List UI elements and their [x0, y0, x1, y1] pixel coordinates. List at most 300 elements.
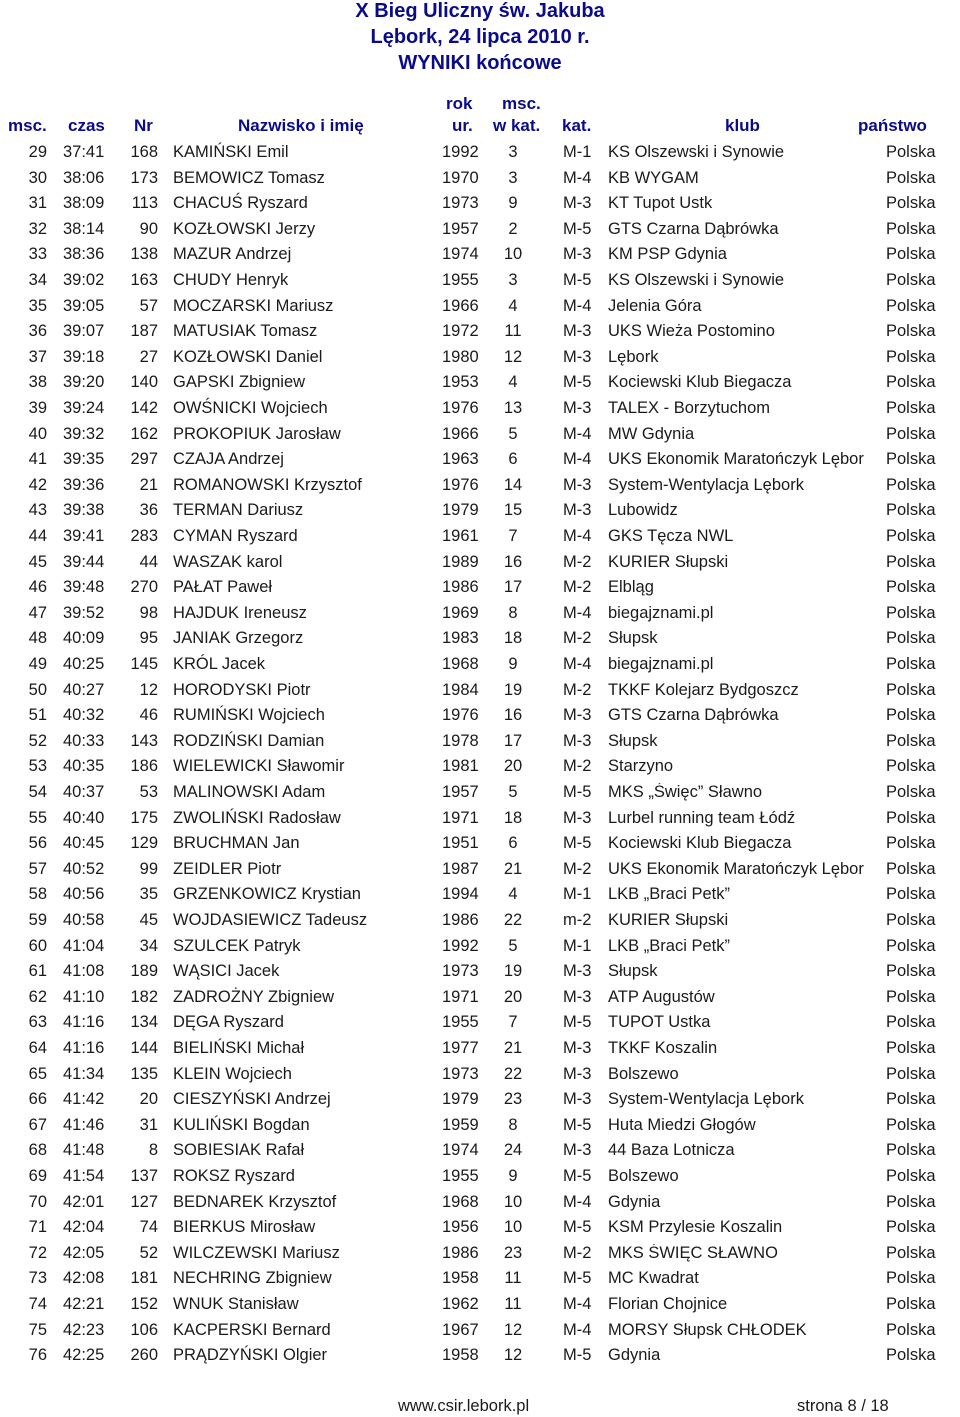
cell-category: M-2 [563, 578, 592, 597]
cell-bib-number: 145 [130, 655, 158, 673]
cell-name: ZWOLIŃSKI Radosław [173, 808, 341, 827]
table-row [0, 396, 960, 422]
table-row [0, 831, 960, 857]
cell-country: Polska [886, 1269, 936, 1288]
cell-msc: 59 [28, 911, 47, 929]
table-row [0, 959, 960, 985]
cell-club: UKS Ekonomik Maratończyk Lębor [608, 859, 864, 878]
cell-country: Polska [886, 911, 936, 929]
cell-country: Polska [886, 194, 936, 213]
cell-club: Słupsk [608, 962, 658, 981]
cell-time: 38:06 [63, 168, 105, 187]
cell-category-place: 17 [503, 731, 523, 750]
cell-club: GTS Czarna Dąbrówka [608, 219, 779, 238]
cell-category-place: 8 [508, 603, 518, 622]
cell-country: Polska [886, 1141, 936, 1160]
cell-country: Polska [886, 450, 936, 469]
cell-birth-year: 1986 [442, 911, 479, 929]
table-row [0, 601, 960, 627]
cell-msc: 45 [28, 552, 47, 571]
cell-category: M-3 [563, 1090, 592, 1109]
cell-birth-year: 1976 [442, 399, 479, 417]
cell-category: M-3 [563, 194, 592, 213]
cell-category: M-2 [563, 859, 592, 878]
cell-birth-year: 1955 [442, 271, 479, 289]
cell-category: M-1 [563, 885, 592, 904]
cell-time: 39:36 [63, 475, 105, 494]
header-panstwo: państwo [858, 116, 927, 135]
cell-msc: 29 [28, 143, 47, 161]
cell-bib-number: 189 [130, 962, 158, 981]
cell-name: NECHRING Zbigniew [173, 1269, 332, 1288]
cell-category: M-3 [563, 347, 592, 366]
table-row [0, 1318, 960, 1344]
cell-name: WĄSICI Jacek [173, 962, 280, 981]
cell-name: PROKOPIUK Jarosław [173, 424, 341, 443]
cell-category: M-3 [563, 1064, 592, 1083]
cell-time: 41:16 [63, 1039, 105, 1057]
cell-country: Polska [886, 219, 936, 238]
cell-club: TALEX - Borzytuchom [608, 399, 770, 417]
cell-category-place: 21 [503, 859, 523, 878]
cell-name: KACPERSKI Bernard [173, 1320, 331, 1339]
table-row [0, 678, 960, 704]
cell-time: 39:41 [63, 527, 105, 545]
table-row [0, 166, 960, 192]
cell-country: Polska [886, 629, 936, 648]
cell-bib-number: 36 [139, 501, 158, 520]
cell-birth-year: 1957 [442, 783, 479, 801]
cell-bib-number: 142 [130, 399, 158, 417]
table-row [0, 806, 960, 832]
header-mscw-bottom: w kat. [493, 116, 541, 135]
table-row [0, 1010, 960, 1036]
cell-category-place: 4 [508, 296, 518, 315]
cell-bib-number: 152 [130, 1295, 158, 1313]
table-row [0, 217, 960, 243]
cell-time: 39:32 [63, 424, 105, 443]
table-row [0, 729, 960, 755]
cell-category-place: 8 [508, 1115, 518, 1134]
cell-bib-number: 260 [130, 1346, 158, 1365]
cell-name: CHACUŚ Ryszard [173, 194, 308, 213]
cell-time: 39:44 [63, 552, 105, 571]
cell-time: 37:41 [63, 143, 105, 161]
cell-category: M-4 [563, 296, 592, 315]
cell-bib-number: 90 [139, 219, 158, 238]
cell-category-place: 5 [508, 936, 518, 955]
cell-time: 38:36 [63, 245, 105, 264]
cell-country: Polska [886, 834, 936, 853]
cell-time: 41:10 [63, 987, 105, 1006]
cell-bib-number: 53 [139, 783, 158, 801]
cell-birth-year: 1987 [442, 859, 479, 878]
cell-country: Polska [886, 1115, 936, 1134]
cell-birth-year: 1981 [442, 757, 479, 776]
cell-category-place: 6 [508, 834, 518, 853]
cell-name: KOZŁOWSKI Daniel [173, 347, 323, 366]
cell-name: BEDNAREK Krzysztof [173, 1192, 337, 1211]
cell-country: Polska [886, 859, 936, 878]
cell-bib-number: 57 [139, 296, 158, 315]
table-row [0, 934, 960, 960]
table-row [0, 985, 960, 1011]
cell-time: 39:52 [63, 603, 105, 622]
cell-category-place: 19 [503, 962, 523, 981]
cell-birth-year: 1992 [442, 143, 479, 161]
cell-bib-number: 144 [130, 1039, 158, 1057]
cell-category: M-5 [563, 834, 592, 853]
cell-category: M-5 [563, 219, 592, 238]
cell-category: M-5 [563, 1346, 592, 1365]
cell-category: M-3 [563, 731, 592, 750]
cell-club: KS Olszewski i Synowie [608, 143, 785, 161]
cell-category: M-3 [563, 245, 592, 264]
table-row [0, 626, 960, 652]
cell-category: M-3 [563, 808, 592, 827]
cell-category-place: 10 [503, 1218, 523, 1237]
cell-club: Lurbel running team Łódź [608, 808, 796, 827]
cell-msc: 57 [28, 859, 47, 878]
cell-time: 41:48 [63, 1141, 105, 1160]
table-row [0, 242, 960, 268]
cell-msc: 40 [28, 424, 47, 443]
cell-name: GAPSKI Zbigniew [173, 373, 306, 392]
cell-bib-number: 8 [148, 1141, 158, 1160]
cell-name: JANIAK Grzegorz [173, 629, 304, 648]
cell-club: Huta Miedzi Głogów [608, 1115, 756, 1134]
cell-category: M-2 [563, 629, 592, 648]
cell-bib-number: 162 [130, 424, 158, 443]
cell-birth-year: 1951 [442, 834, 479, 853]
cell-msc: 67 [28, 1115, 47, 1134]
cell-category-place: 16 [503, 552, 523, 571]
cell-birth-year: 1968 [442, 1192, 479, 1211]
cell-club: Lębork [608, 347, 659, 366]
header-name: Nazwisko i imię [238, 116, 364, 135]
cell-club: System-Wentylacja Lębork [608, 475, 804, 494]
table-row [0, 422, 960, 448]
cell-club: UKS Ekonomik Maratończyk Lębor [608, 450, 864, 469]
cell-name: KLEIN Wojciech [173, 1064, 292, 1083]
cell-category-place: 4 [508, 373, 518, 392]
cell-club: Kociewski Klub Biegacza [608, 373, 792, 392]
event-title: X Bieg Uliczny św. Jakuba [355, 0, 605, 22]
cell-name: CIESZYŃSKI Andrzej [173, 1090, 331, 1109]
footer-page-number: strona 8 / 18 [797, 1397, 889, 1415]
cell-time: 40:09 [63, 629, 105, 648]
cell-category: M-5 [563, 783, 592, 801]
cell-birth-year: 1986 [442, 578, 479, 597]
cell-birth-year: 1989 [442, 552, 479, 571]
cell-msc: 47 [28, 603, 47, 622]
cell-msc: 46 [28, 578, 47, 597]
cell-name: KULIŃSKI Bogdan [173, 1115, 310, 1134]
table-row [0, 473, 960, 499]
cell-category-place: 3 [508, 168, 518, 187]
cell-category-place: 9 [508, 1167, 518, 1185]
cell-bib-number: 163 [130, 271, 158, 289]
table-row [0, 1138, 960, 1164]
cell-bib-number: 74 [139, 1218, 158, 1237]
cell-msc: 53 [28, 757, 47, 776]
table-row [0, 1343, 960, 1369]
cell-msc: 69 [28, 1167, 47, 1185]
cell-bib-number: 35 [139, 885, 158, 904]
cell-name: RODZIŃSKI Damian [173, 731, 325, 750]
cell-birth-year: 1974 [442, 245, 479, 264]
cell-msc: 39 [28, 399, 47, 417]
cell-category: M-3 [563, 399, 592, 417]
cell-country: Polska [886, 424, 936, 443]
cell-category: M-3 [563, 1141, 592, 1160]
cell-club: Gdynia [608, 1192, 661, 1211]
cell-country: Polska [886, 322, 936, 341]
cell-category-place: 20 [503, 987, 523, 1006]
cell-birth-year: 1973 [442, 1064, 479, 1083]
cell-time: 42:25 [63, 1346, 105, 1365]
cell-bib-number: 31 [139, 1115, 158, 1134]
cell-category-place: 11 [504, 1295, 522, 1313]
cell-club: KSM Przylesie Koszalin [608, 1218, 783, 1237]
table-row [0, 319, 960, 345]
table-row [0, 1241, 960, 1267]
cell-time: 42:01 [63, 1192, 105, 1211]
cell-msc: 68 [28, 1141, 47, 1160]
cell-country: Polska [886, 1192, 936, 1211]
cell-name: ZEIDLER Piotr [173, 859, 282, 878]
cell-bib-number: 175 [130, 808, 158, 827]
cell-category: M-5 [563, 373, 592, 392]
cell-birth-year: 1979 [442, 501, 479, 520]
cell-birth-year: 1958 [442, 1346, 479, 1365]
cell-msc: 31 [28, 194, 47, 213]
cell-country: Polska [886, 296, 936, 315]
header-czas: czas [68, 116, 105, 135]
cell-club: biegajznami.pl [608, 655, 714, 673]
cell-category-place: 10 [503, 245, 523, 264]
cell-category-place: 18 [503, 808, 523, 827]
cell-category-place: 21 [503, 1039, 523, 1057]
cell-bib-number: 187 [130, 322, 158, 341]
cell-country: Polska [886, 552, 936, 571]
cell-bib-number: 34 [139, 936, 158, 955]
cell-country: Polska [886, 271, 936, 289]
cell-country: Polska [886, 399, 936, 417]
cell-country: Polska [886, 1320, 936, 1339]
cell-time: 39:18 [63, 347, 105, 366]
cell-time: 41:34 [63, 1064, 105, 1083]
cell-name: MAZUR Andrzej [173, 245, 292, 264]
cell-name: PRĄDZYŃSKI Olgier [173, 1346, 328, 1365]
cell-name: KOZŁOWSKI Jerzy [173, 219, 316, 238]
cell-category-place: 17 [503, 578, 523, 597]
cell-bib-number: 46 [139, 706, 158, 725]
cell-birth-year: 1956 [442, 1218, 479, 1237]
table-row [0, 1036, 960, 1062]
cell-country: Polska [886, 936, 936, 955]
cell-category: M-4 [563, 168, 592, 187]
cell-time: 42:05 [63, 1243, 105, 1262]
cell-club: GTS Czarna Dąbrówka [608, 706, 779, 725]
cell-name: WNUK Stanisław [173, 1295, 299, 1313]
cell-name: OWŚNICKI Wojciech [173, 399, 328, 417]
cell-category-place: 16 [503, 706, 523, 725]
cell-bib-number: 186 [130, 757, 158, 776]
cell-msc: 63 [28, 1013, 47, 1032]
cell-club: Elbląg [608, 578, 654, 597]
cell-category-place: 22 [503, 1064, 523, 1083]
cell-time: 39:24 [63, 399, 105, 417]
cell-category-place: 6 [508, 450, 518, 469]
cell-time: 39:35 [63, 450, 105, 469]
cell-club: biegajznami.pl [608, 603, 714, 622]
cell-club: ATP Augustów [608, 987, 715, 1006]
table-row [0, 498, 960, 524]
cell-birth-year: 1979 [442, 1090, 479, 1109]
cell-club: Florian Chojnice [608, 1295, 728, 1313]
cell-time: 41:46 [63, 1115, 105, 1134]
cell-category-place: 5 [508, 424, 518, 443]
cell-birth-year: 1972 [442, 322, 479, 341]
cell-category-place: 5 [508, 783, 518, 801]
cell-msc: 41 [28, 450, 47, 469]
table-row [0, 908, 960, 934]
cell-birth-year: 1978 [442, 731, 479, 750]
cell-msc: 75 [28, 1320, 47, 1339]
cell-time: 40:45 [63, 834, 105, 853]
cell-club: UKS Wieża Postomino [608, 322, 775, 341]
cell-club: KM PSP Gdynia [608, 245, 727, 264]
footer-url: www.csir.lebork.pl [398, 1397, 530, 1415]
cell-birth-year: 1992 [442, 936, 479, 955]
cell-name: WILCZEWSKI Mariusz [173, 1243, 340, 1262]
cell-category-place: 13 [503, 399, 523, 417]
cell-name: BEMOWICZ Tomasz [173, 168, 325, 187]
cell-birth-year: 1980 [442, 347, 479, 366]
cell-birth-year: 1969 [442, 603, 479, 622]
cell-msc: 52 [28, 731, 47, 750]
table-row [0, 1292, 960, 1318]
cell-birth-year: 1971 [442, 808, 479, 827]
cell-club: KB WYGAM [608, 168, 699, 187]
table-row [0, 754, 960, 780]
cell-time: 40:32 [63, 706, 105, 725]
cell-category: M-4 [563, 527, 592, 545]
cell-country: Polska [886, 706, 936, 725]
cell-name: WOJDASIEWICZ Tadeusz [173, 911, 368, 929]
cell-category: M-4 [563, 424, 592, 443]
table-row [0, 524, 960, 550]
cell-club: Starzyno [608, 757, 674, 776]
cell-msc: 58 [28, 885, 47, 904]
cell-name: MALINOWSKI Adam [173, 783, 326, 801]
cell-bib-number: 21 [139, 475, 158, 494]
cell-category: M-4 [563, 450, 592, 469]
cell-category-place: 15 [503, 501, 523, 520]
cell-club: KS Olszewski i Synowie [608, 271, 785, 289]
cell-country: Polska [886, 373, 936, 392]
cell-category-place: 2 [508, 219, 518, 238]
cell-name: SZULCEK Patryk [173, 936, 301, 955]
table-row [0, 882, 960, 908]
cell-club: TKKF Koszalin [608, 1039, 718, 1057]
cell-msc: 50 [28, 680, 47, 699]
cell-msc: 33 [28, 245, 47, 264]
cell-club: LKB „Braci Petk” [608, 885, 730, 904]
cell-club: Kociewski Klub Biegacza [608, 834, 792, 853]
cell-country: Polska [886, 1167, 936, 1185]
cell-name: HAJDUK Ireneusz [173, 603, 307, 622]
cell-country: Polska [886, 168, 936, 187]
cell-club: MKS ŚWIĘC SŁAWNO [608, 1243, 778, 1262]
cell-name: CYMAN Ryszard [173, 527, 298, 545]
cell-category: M-4 [563, 1192, 592, 1211]
table-row [0, 703, 960, 729]
cell-category-place: 11 [504, 1269, 522, 1288]
cell-time: 41:16 [63, 1013, 105, 1032]
cell-bib-number: 113 [131, 194, 158, 213]
cell-category-place: 10 [503, 1192, 523, 1211]
cell-msc: 42 [28, 475, 47, 494]
cell-category-place: 14 [503, 475, 523, 494]
cell-name: MATUSIAK Tomasz [173, 322, 318, 341]
cell-category-place: 23 [503, 1243, 523, 1262]
cell-club: Bolszewo [608, 1167, 679, 1185]
cell-msc: 34 [28, 271, 47, 289]
cell-bib-number: 182 [130, 987, 158, 1006]
table-row [0, 1266, 960, 1292]
cell-time: 40:52 [63, 859, 105, 878]
cell-category-place: 23 [503, 1090, 523, 1109]
cell-club: Bolszewo [608, 1064, 679, 1083]
cell-bib-number: 137 [130, 1167, 158, 1185]
cell-time: 40:25 [63, 655, 105, 673]
cell-msc: 56 [28, 834, 47, 853]
cell-msc: 76 [28, 1346, 47, 1365]
cell-country: Polska [886, 603, 936, 622]
cell-country: Polska [886, 501, 936, 520]
cell-bib-number: 98 [139, 603, 158, 622]
cell-birth-year: 1976 [442, 475, 479, 494]
table-row [0, 294, 960, 320]
cell-msc: 71 [28, 1218, 47, 1237]
cell-category: M-2 [563, 757, 592, 776]
table-row [0, 191, 960, 217]
cell-country: Polska [886, 1295, 936, 1313]
cell-club: TKKF Kolejarz Bydgoszcz [608, 680, 799, 699]
cell-country: Polska [886, 1039, 936, 1057]
cell-time: 39:20 [63, 373, 105, 392]
cell-country: Polska [886, 475, 936, 494]
cell-msc: 73 [28, 1269, 47, 1288]
cell-bib-number: 20 [139, 1090, 158, 1109]
cell-country: Polska [886, 680, 936, 699]
cell-birth-year: 1962 [442, 1295, 479, 1313]
cell-birth-year: 1974 [442, 1141, 479, 1160]
cell-bib-number: 95 [139, 629, 158, 648]
table-row [0, 1164, 960, 1190]
cell-bib-number: 270 [130, 578, 158, 597]
table-row [0, 370, 960, 396]
cell-category: M-3 [563, 1039, 592, 1057]
cell-time: 42:23 [63, 1320, 105, 1339]
cell-name: ROMANOWSKI Krzysztof [173, 475, 362, 494]
table-row [0, 780, 960, 806]
cell-category-place: 19 [503, 680, 523, 699]
cell-bib-number: 99 [139, 859, 158, 878]
cell-name: KAMIŃSKI Emil [173, 143, 289, 161]
